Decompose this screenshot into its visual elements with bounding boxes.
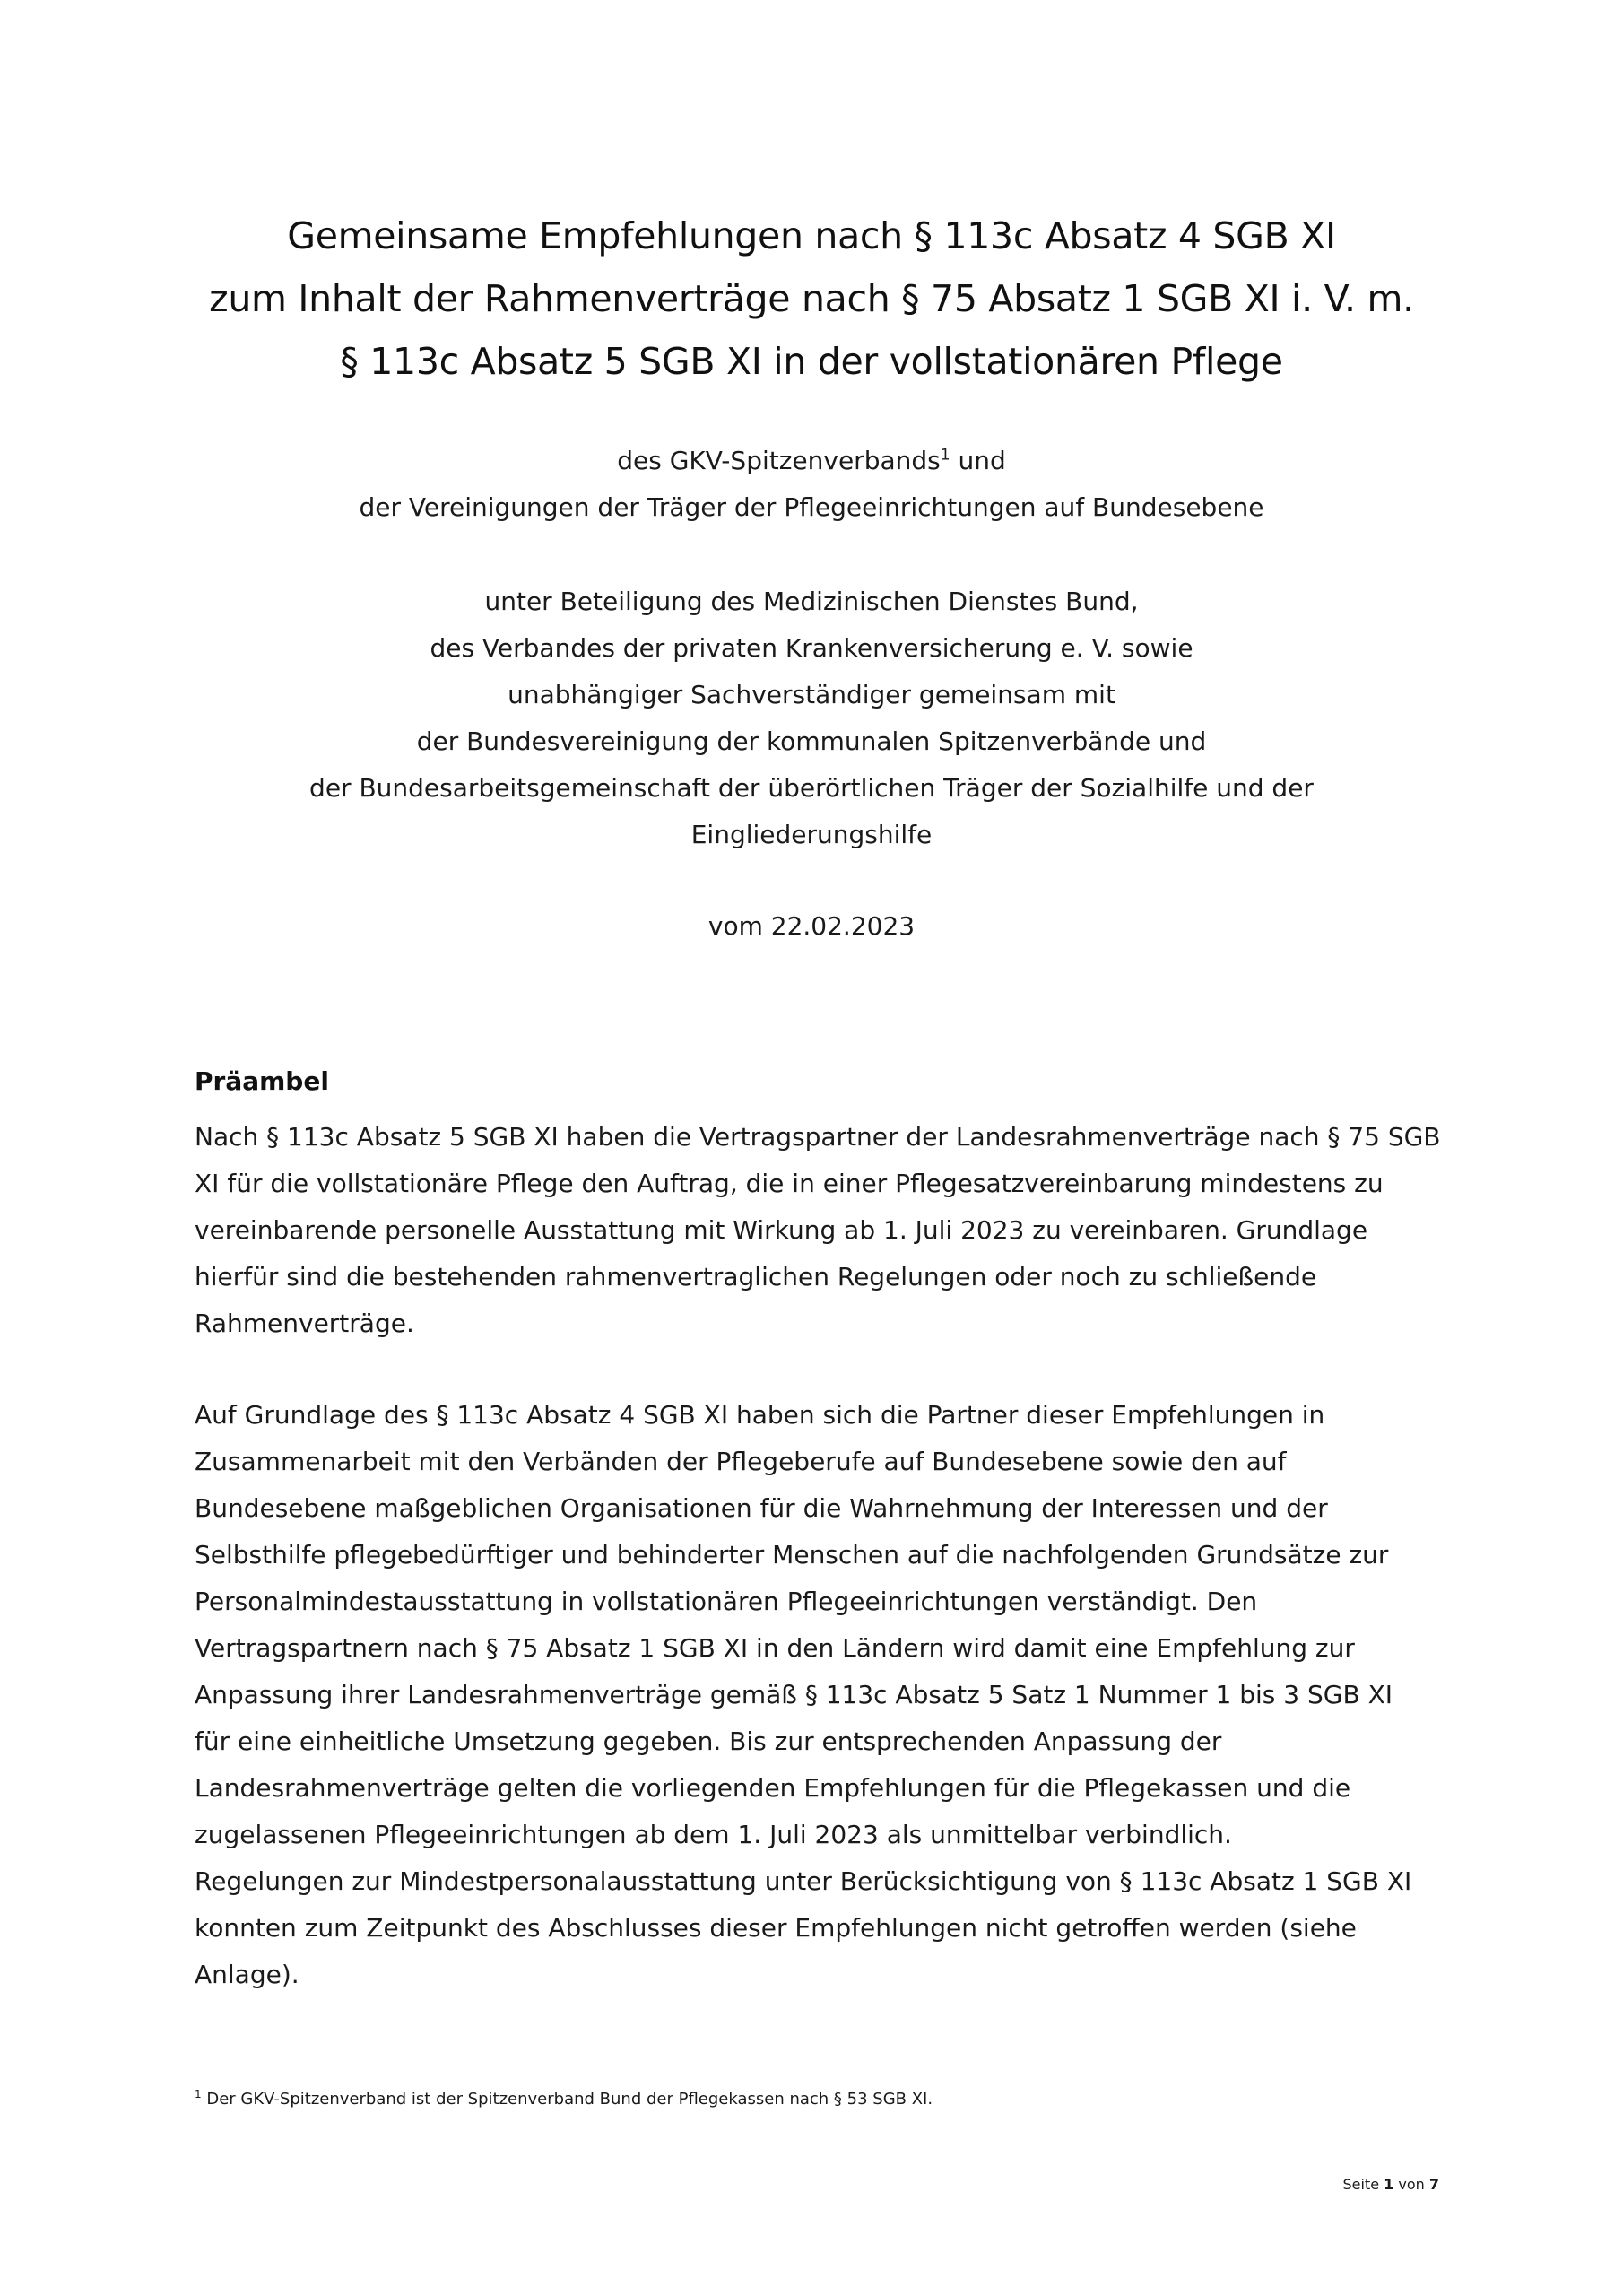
footnote-marker: 1 xyxy=(195,2088,202,2100)
parties-line-2: der Vereinigungen der Träger der Pflegeeinrichtungen auf Bundesebene xyxy=(359,492,1264,522)
paragraph-line: Vertragspartnern nach § 75 Absatz 1 SGB XI in den Ländern wird damit eine Empfehlung zur xyxy=(195,1633,1355,1663)
paragraph-line: Zusammenarbeit mit den Verbänden der Pflegeberufe auf Bundesebene sowie den auf xyxy=(195,1447,1287,1476)
paragraph-line: Anpassung ihrer Landesrahmenverträge gemäß § 113c Absatz 5 Satz 1 Nummer 1 bis 3 SGB XI xyxy=(195,1680,1393,1709)
total-pages: 7 xyxy=(1428,2176,1439,2193)
paragraph-line: Bundesebene maßgeblichen Organisationen für die Wahrnehmung der Interessen und der xyxy=(195,1493,1328,1523)
page-separator: von xyxy=(1393,2176,1429,2193)
participants-line-2: des Verbandes der privaten Krankenversicherung e. V. sowie xyxy=(430,633,1193,663)
paragraph-line: Auf Grundlage des § 113c Absatz 4 SGB XI haben sich die Partner dieser Empfehlungen in xyxy=(195,1400,1325,1430)
paragraph-line: vereinbarende personelle Ausstattung mit Wirkung ab 1. Juli 2023 zu vereinbaren. Grundlage xyxy=(195,1215,1368,1245)
preamble-paragraph-1 xyxy=(195,1114,1445,1347)
parties-line-1 xyxy=(0,438,1623,484)
paragraph-line: für eine einheitliche Umsetzung gegeben. Bis zur entsprechenden Anpassung der xyxy=(195,1726,1222,1756)
footnote-reference: 1 xyxy=(940,446,950,465)
participants-line-6: Eingliederungshilfe xyxy=(690,820,933,849)
preamble-heading: Präambel xyxy=(195,1066,329,1096)
paragraph-line: Anlage). xyxy=(195,1960,299,1989)
paragraph-line: XI für die vollstationäre Pflege den Auftrag, die in einer Pflegesatzvereinbarung mindestens zu xyxy=(195,1169,1384,1198)
current-page: 1 xyxy=(1384,2176,1394,2193)
document-title xyxy=(0,204,1623,393)
title-line-2: zum Inhalt der Rahmenverträge nach § 75 Absatz 1 SGB XI i. V. m. xyxy=(209,277,1414,320)
title-line-1: Gemeinsame Empfehlungen nach § 113c Absatz 4 SGB XI xyxy=(287,214,1336,257)
footnote-text: Der GKV-Spitzenverband ist der Spitzenverband Bund der Pflegekassen nach § 53 SGB XI. xyxy=(201,2090,933,2109)
page-label: Seite xyxy=(1342,2176,1384,2193)
participants-line-1: unter Beteiligung des Medizinischen Dienstes Bund, xyxy=(484,587,1139,616)
participants-line-3: unabhängiger Sachverständiger gemeinsam mit xyxy=(508,680,1115,709)
paragraph-line: Regelungen zur Mindestpersonalausstattung unter Berücksichtigung von § 113c Absatz 1 SGB XI xyxy=(195,1866,1412,1896)
paragraph-line: Landesrahmenverträge gelten die vorliegenden Empfehlungen für die Pflegekassen und die xyxy=(195,1773,1351,1803)
paragraph-line: konnten zum Zeitpunkt des Abschlusses dieser Empfehlungen nicht getroffen werden (siehe xyxy=(195,1913,1357,1943)
document-date: vom 22.02.2023 xyxy=(707,911,916,941)
footnote xyxy=(195,2088,933,2111)
participants-line-5: der Bundesarbeitsgemeinschaft der überörtlichen Träger der Sozialhilfe und der xyxy=(309,773,1314,803)
page-number xyxy=(1342,2174,1439,2196)
title-line-3: § 113c Absatz 5 SGB XI in der vollstationären Pflege xyxy=(340,340,1283,383)
participants-line-4: der Bundesvereinigung der kommunalen Spitzenverbände und xyxy=(416,726,1207,756)
paragraph-line: Rahmenverträge. xyxy=(195,1309,414,1338)
paragraph-line: hierfür sind die bestehenden rahmenvertraglichen Regelungen oder noch zu schließende xyxy=(195,1262,1317,1292)
parties-line-1-suffix: und xyxy=(950,446,1006,475)
paragraph-line: Nach § 113c Absatz 5 SGB XI haben die Vertragspartner der Landesrahmenverträge nach § 75 SGB xyxy=(195,1122,1441,1152)
paragraph-line: zugelassenen Pflegeeinrichtungen ab dem 1. Juli 2023 als unmittelbar verbindlich. xyxy=(195,1820,1232,1849)
paragraph-line: Selbsthilfe pflegebedürftiger und behinderter Menschen auf die nachfolgenden Grundsätze zur xyxy=(195,1540,1389,1570)
paragraph-line: Personalmindestausstattung in vollstationären Pflegeeinrichtungen verständigt. Den xyxy=(195,1587,1258,1616)
preamble-paragraph-2 xyxy=(195,1392,1445,1998)
parties-line-1-text: des GKV-Spitzenverbands xyxy=(617,446,941,475)
parties-block xyxy=(0,438,1623,531)
participants-block xyxy=(0,578,1623,858)
